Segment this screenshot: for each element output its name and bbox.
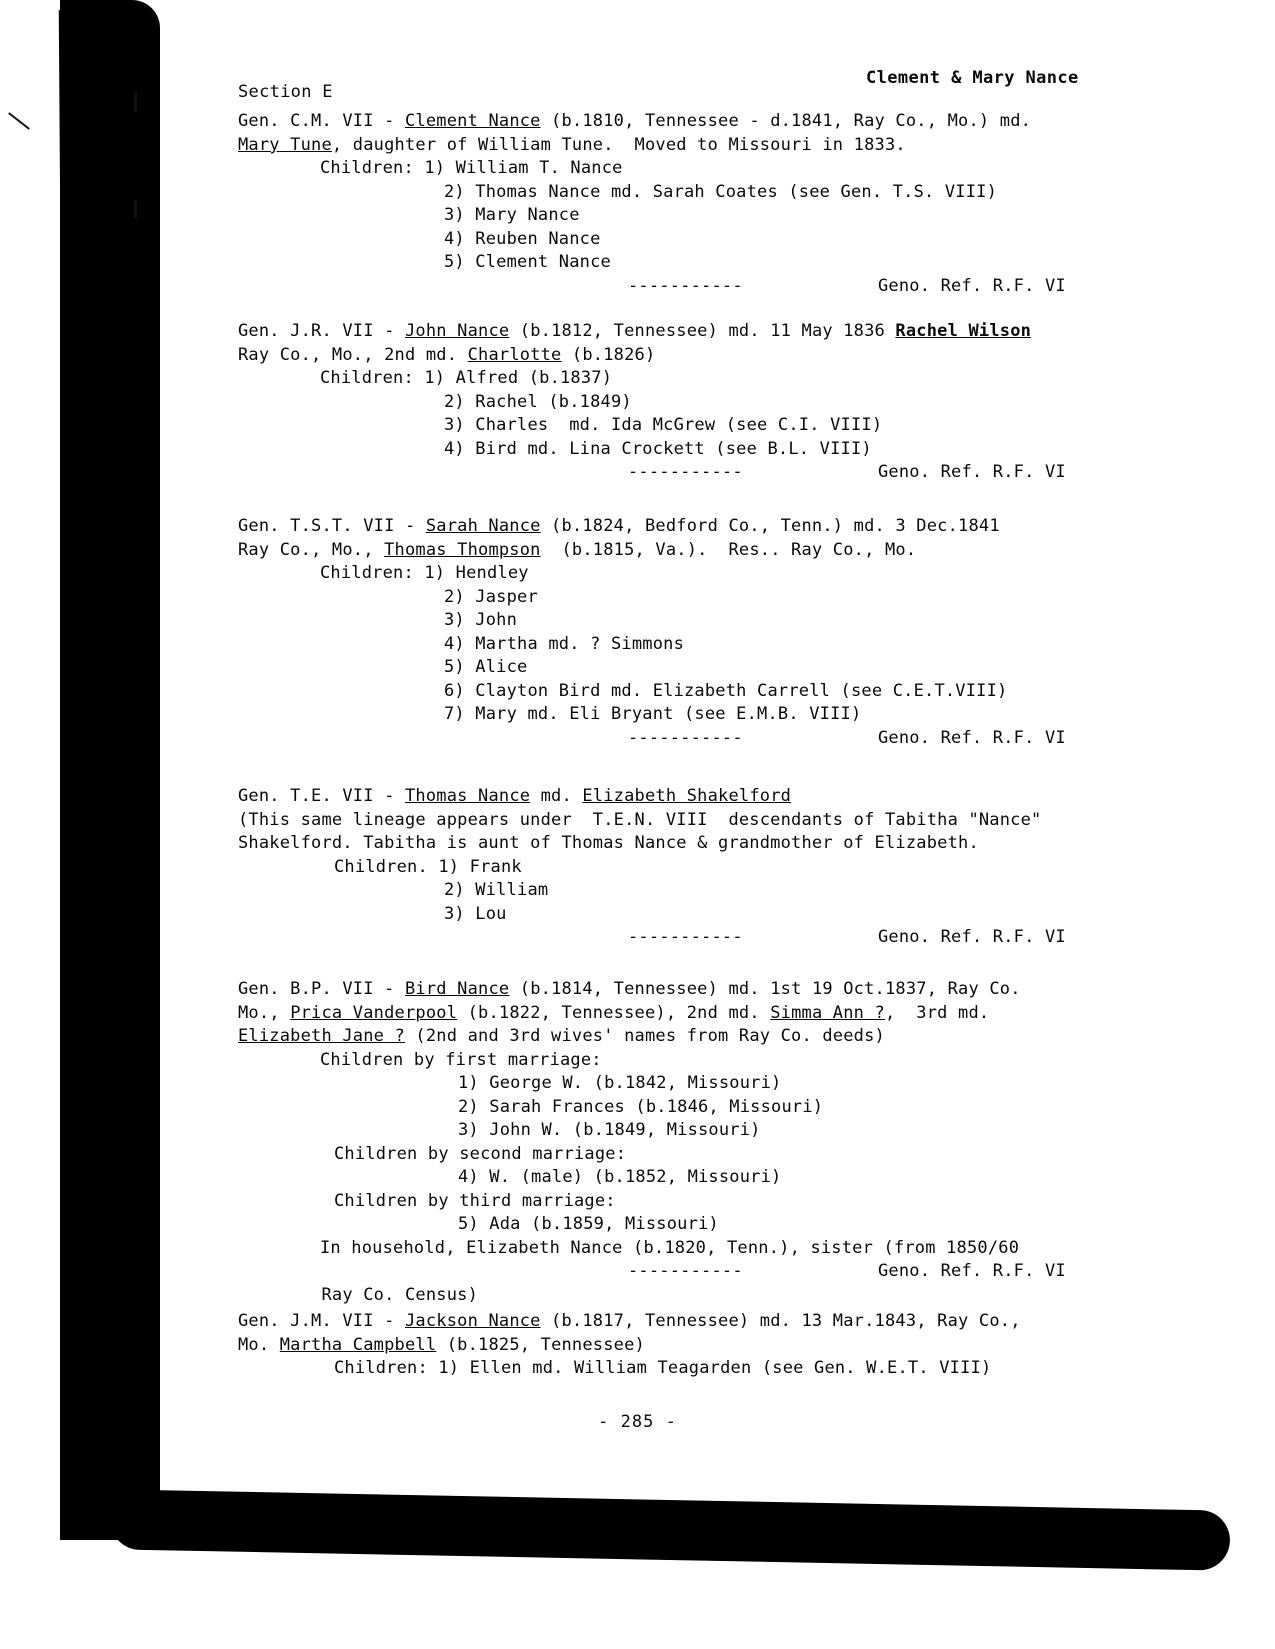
- entry3-line1: [238, 515, 1218, 539]
- entry4-gen-prefix: Gen. T.E. VII -: [238, 786, 405, 806]
- entry-jackson-nance: [238, 1310, 1218, 1381]
- entry3-spouse-detail: (b.1815, Va.). Res.. Ray Co., Mo.: [540, 539, 917, 560]
- entry5-group3-label: Children by third marriage:: [334, 1190, 616, 1211]
- entry2-children-label: Children: 1) Alfred (b.1837): [320, 368, 613, 388]
- entry1-child-5: 5) Clement Nance: [444, 252, 611, 272]
- section-label: Section E: [238, 82, 333, 102]
- entry5-group2-label: Children by second marriage:: [334, 1143, 627, 1164]
- entry5-detail: (b.1814, Tennessee) md. 1st 19 Oct.1837, Ray Co.: [509, 979, 1021, 999]
- entry5-line2: [238, 1002, 1218, 1026]
- entry5-wife2-name: Simma Ann ?: [770, 1002, 885, 1023]
- entry5-line3: [238, 1025, 1218, 1049]
- entry1-line1: [238, 110, 1218, 134]
- entry1-line2: [238, 134, 1218, 158]
- entry3-child-5: 5) Alice: [444, 657, 528, 677]
- entry4-child-2: 2) William: [444, 880, 549, 900]
- entry4-divider: -----------: [628, 927, 743, 947]
- entry2-spouse2-detail: (b.1826): [561, 344, 656, 365]
- entry5-child-3: 3) John W. (b.1849, Missouri): [458, 1120, 761, 1140]
- entry3-child-4: 4) Martha md. ? Simmons: [444, 633, 685, 654]
- entry6-line2: [238, 1334, 1218, 1358]
- entry1-detail: (b.1810, Tennessee - d.1841, Ray Co., Mo.) md.: [540, 111, 1032, 131]
- entry5-reference: [238, 1260, 1218, 1305]
- entry6-detail: (b.1817, Tennessee) md. 13 Mar.1843, Ray Co.,: [540, 1311, 1021, 1331]
- entry5-line1: [238, 978, 1218, 1002]
- entry3-spouse-name: Thomas Thompson: [384, 539, 541, 560]
- entry2-divider: -----------: [628, 462, 743, 482]
- entry1-children-label: Children: 1) William T. Nance: [320, 158, 623, 178]
- entry1-child-3: 3) Mary Nance: [444, 205, 580, 225]
- entry4-spouse-name: Elizabeth Shakelford: [582, 786, 792, 806]
- entry5-divider: -----------: [628, 1261, 743, 1281]
- entry1-child-4: 4) Reuben Nance: [444, 228, 601, 249]
- entry1-geno-ref: Geno. Ref. R.F. VI: [878, 275, 1066, 296]
- entry4-reference: [238, 926, 1218, 950]
- entry5-person-name: Bird Nance: [404, 979, 510, 999]
- entry4-person-name: Thomas Nance: [404, 786, 531, 806]
- entry2-detail: (b.1812, Tennessee) md. 11 May 1836: [509, 321, 896, 341]
- entry2-geno-ref: Geno. Ref. R.F. VI: [878, 462, 1066, 482]
- entry5-residence: Mo.,: [238, 1002, 291, 1023]
- entry5-child-1: 1) George W. (b.1842, Missouri): [458, 1073, 782, 1093]
- entry5-group1-label: Children by first marriage:: [320, 1049, 602, 1070]
- entry3-line2: [238, 539, 1218, 563]
- entry2-child-4: 4) Bird md. Lina Crockett (see B.L. VIII): [444, 438, 872, 459]
- entry5-household-note-1: In household, Elizabeth Nance (b.1820, Tenn.), sister (from 1850/60: [320, 1237, 1020, 1258]
- entry-sarah-nance: [238, 515, 1218, 750]
- entry-john-nance: [238, 320, 1218, 485]
- entry3-geno-ref: Geno. Ref. R.F. VI: [878, 727, 1066, 748]
- entry5-wife1-detail: (b.1822, Tennessee), 2nd md.: [457, 1002, 771, 1023]
- entry2-child-2: 2) Rachel (b.1849): [444, 391, 632, 412]
- entry3-child-3: 3) John: [444, 610, 518, 630]
- entry6-gen-prefix: Gen. J.M. VII -: [238, 1311, 405, 1331]
- entry-thomas-nance: [238, 785, 1218, 950]
- entry6-residence: Mo.: [238, 1334, 280, 1355]
- entry2-line1: [238, 320, 1218, 344]
- entry3-divider: -----------: [628, 727, 743, 748]
- entry4-geno-ref: Geno. Ref. R.F. VI: [878, 927, 1066, 947]
- entry5-wife3-name: Elizabeth Jane ?: [238, 1026, 405, 1046]
- entry3-reference: [238, 727, 1218, 751]
- entry1-person-name: Clement Nance: [404, 111, 541, 131]
- entry1-divider: -----------: [628, 275, 743, 296]
- entry5-third-md: , 3rd md.: [885, 1002, 990, 1023]
- entry6-spouse-detail: (b.1825, Tennessee): [436, 1334, 645, 1355]
- entry4-line2: (This same lineage appears under T.E.N. VIII descendants of Tabitha "Nance": [238, 809, 1042, 830]
- entry2-residence: Ray Co., Mo., 2nd md.: [238, 344, 468, 365]
- entry3-person-name: Sarah Nance: [425, 516, 541, 536]
- entry3-child-2: 2) Jasper: [444, 586, 538, 607]
- entry3-detail: (b.1824, Bedford Co., Tenn.) md. 3 Dec.1841: [540, 516, 1000, 536]
- entry3-child-6: 6) Clayton Bird md. Elizabeth Carrell (see C.E.T.VIII): [444, 680, 1008, 701]
- entry1-gen-prefix: Gen. C.M. VII -: [238, 111, 405, 131]
- entry3-children-label: Children: 1) Hendley: [320, 563, 529, 583]
- entry3-gen-prefix: Gen. T.S.T. VII -: [238, 516, 426, 536]
- entry5-wives-note: (2nd and 3rd wives' names from Ray Co. deeds): [404, 1026, 885, 1046]
- entry4-md: md.: [530, 786, 583, 806]
- entry4-line1: [238, 785, 1218, 809]
- entry1-spouse-detail: , daughter of William Tune. Moved to Missouri in 1833.: [331, 134, 906, 155]
- entry4-line3: Shakelford. Tabitha is aunt of Thomas Nance & grandmother of Elizabeth.: [238, 833, 979, 853]
- entry5-gen-prefix: Gen. B.P. VII -: [238, 979, 405, 999]
- entry6-person-name: Jackson Nance: [404, 1311, 541, 1331]
- entry5-child-4: 4) W. (male) (b.1852, Missouri): [458, 1167, 782, 1187]
- entry5-geno-ref: Geno. Ref. R.F. VI: [878, 1261, 1066, 1281]
- entry1-reference: [238, 275, 1218, 299]
- page-number: - 285 -: [598, 1412, 677, 1432]
- entry5-child-5: 5) Ada (b.1859, Missouri): [458, 1214, 719, 1234]
- entry-bird-nance: [238, 978, 1218, 1305]
- entry-clement-nance: [238, 110, 1218, 298]
- entry3-residence: Ray Co., Mo.,: [238, 539, 385, 560]
- entry2-line2: [238, 344, 1218, 368]
- entry6-spouse-name: Martha Campbell: [279, 1334, 437, 1355]
- entry1-child-2: 2) Thomas Nance md. Sarah Coates (see Gen. T.S. VIII): [444, 181, 998, 202]
- entry3-child-7: 7) Mary md. Eli Bryant (see E.M.B. VIII): [444, 704, 862, 724]
- entry6-line1: [238, 1310, 1218, 1334]
- entry2-reference: [238, 461, 1218, 485]
- entry4-children-label: Children. 1) Frank: [334, 856, 522, 877]
- entry2-child-3: 3) Charles md. Ida McGrew (see C.I. VIII): [444, 415, 883, 435]
- entry2-spouse2-name: Charlotte: [467, 344, 562, 365]
- entry2-person-name: John Nance: [404, 321, 510, 341]
- entry2-spouse-name: Rachel Wilson: [895, 321, 1032, 341]
- entry6-children-label: Children: 1) Ellen md. William Teagarden (see Gen. W.E.T. VIII): [334, 1358, 992, 1378]
- entry4-child-3: 3) Lou: [444, 903, 507, 924]
- entry5-child-2: 2) Sarah Frances (b.1846, Missouri): [458, 1096, 824, 1117]
- entry2-gen-prefix: Gen. J.R. VII -: [238, 321, 405, 341]
- entry1-spouse-name: Mary Tune: [238, 134, 332, 155]
- page-header-right: Clement & Mary Nance: [866, 68, 1079, 88]
- entry5-wife1-name: Prica Vanderpool: [290, 1002, 458, 1023]
- entry5-household-note-2: Ray Co. Census): [321, 1284, 479, 1305]
